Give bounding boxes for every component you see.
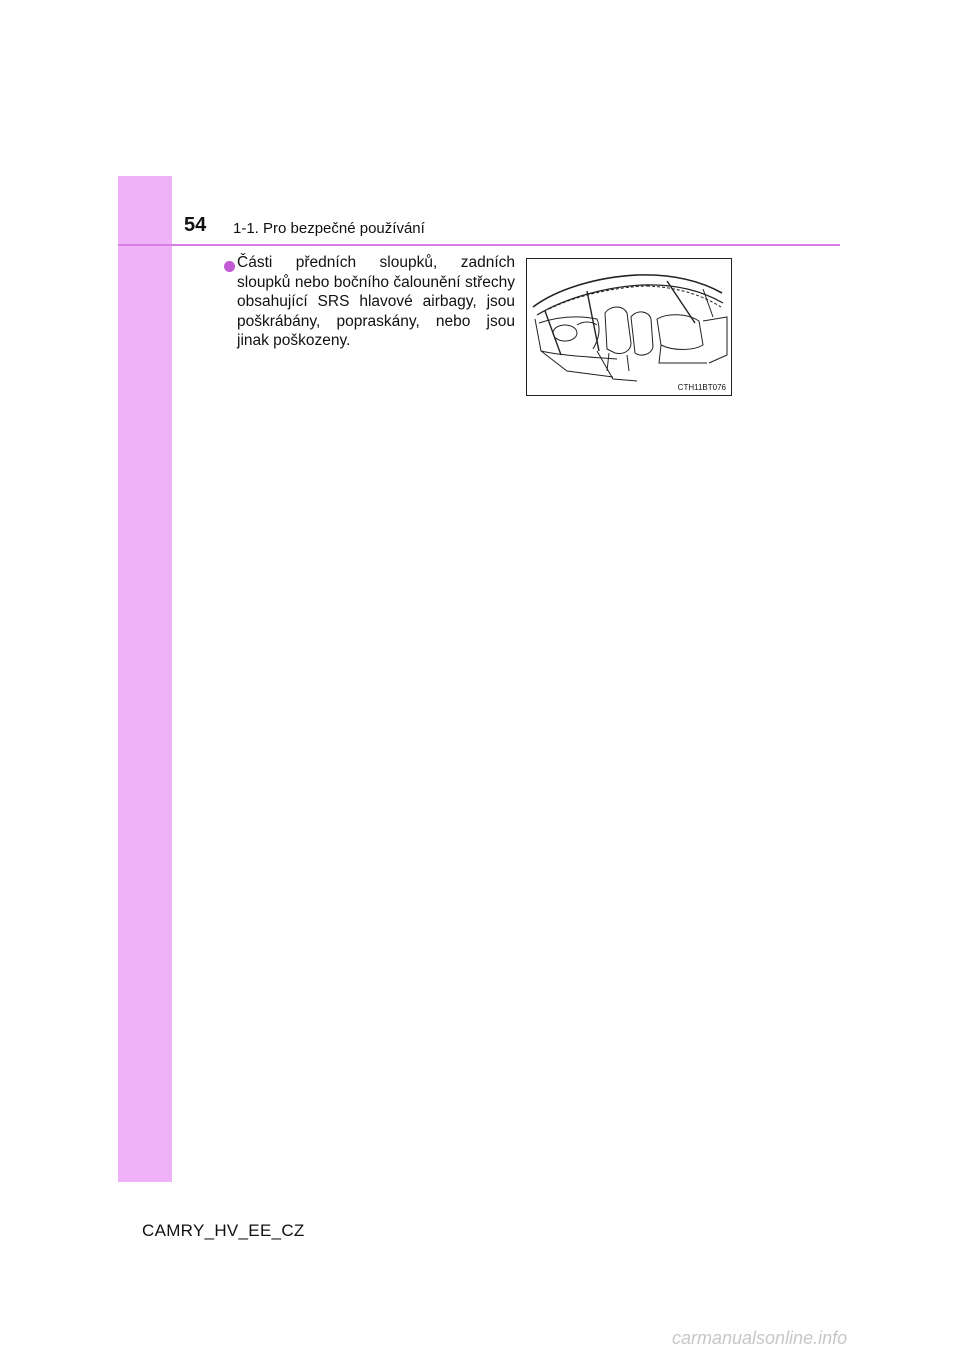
car-interior-figure <box>526 258 732 396</box>
header-divider <box>118 244 840 246</box>
bullet-icon <box>224 261 235 272</box>
figure-code: CTH11BT076 <box>677 383 726 392</box>
document-code: CAMRY_HV_EE_CZ <box>142 1221 305 1240</box>
bullet-paragraph: Části předních sloupků, zadních sloupků nebo bočního čalounění střechy obsahující SRS hlavové airbagy, jsou poškrábány, popraskány, nebo jsou jinak poškozeny. <box>237 254 515 349</box>
car-interior-airbag-illustration-icon <box>527 259 732 396</box>
watermark: carmanualsonline.info <box>672 1328 848 1348</box>
section-title: 1-1. Pro bezpečné používání <box>233 220 425 237</box>
side-color-tab <box>118 176 172 1182</box>
page-number: 54 <box>184 214 207 236</box>
